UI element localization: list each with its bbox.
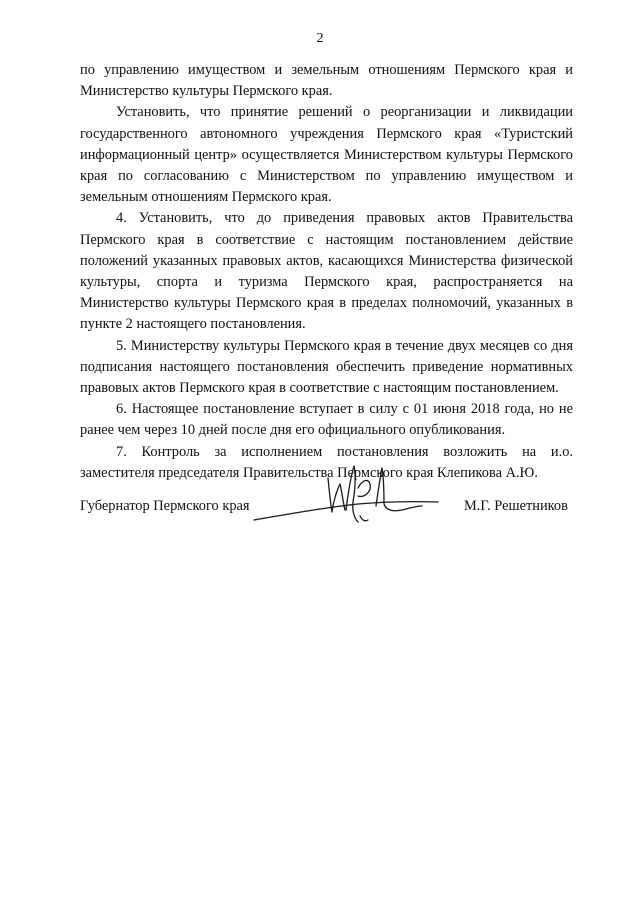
paragraph-item-7: 7. Контроль за исполнением постановления возложить на и.о. заместителя председателя Правительства Пермского края Клепикова А.Ю.: [80, 443, 573, 481]
paragraph-item-4: 4. Установить, что до приведения правовых актов Правительства Пермского края в соответствие с настоящим постановлением действие положений указанных правовых актов, касающихся Министерства физической культуры, спорта и туризма Пермского края, распространяется на Министерство культуры Пермского края в пределах полномочий, указанных в пункте 2 настоящего постановления.: [80, 210, 573, 333]
signatory-name: М.Г. Решетников: [464, 498, 568, 514]
signatory-position: Губернатор Пермского края: [80, 498, 250, 514]
paragraph-continuation: по управлению имуществом и земельным отношениям Пермского края и Министерство культуры Пермского края.: [80, 62, 573, 100]
paragraph-item-6: 6. Настоящее постановление вступает в силу с 01 июня 2018 года, но не ранее чем через 10 дней после дня его официального опубликования.: [80, 401, 573, 439]
paragraph-reorganization: Установить, что принятие решений о реорганизации и ликвидации государственного автономного учреждения Пермского края «Туристский информационный центр» осуществляется Министерством культуры Пермского края по согласованию с Министерством по управлению имуществом и земельным отношениям Пермского края.: [80, 104, 573, 206]
document-body: [80, 60, 573, 484]
page-number: 2: [316, 31, 324, 46]
handwritten-signature-icon: [250, 458, 450, 532]
paragraph-item-5: 5. Министерству культуры Пермского края в течение двух месяцев со дня подписания настоящего постановления обеспечить приведение нормативных правовых актов Пермского края в соответствие с настоящим постановлением.: [80, 337, 573, 397]
